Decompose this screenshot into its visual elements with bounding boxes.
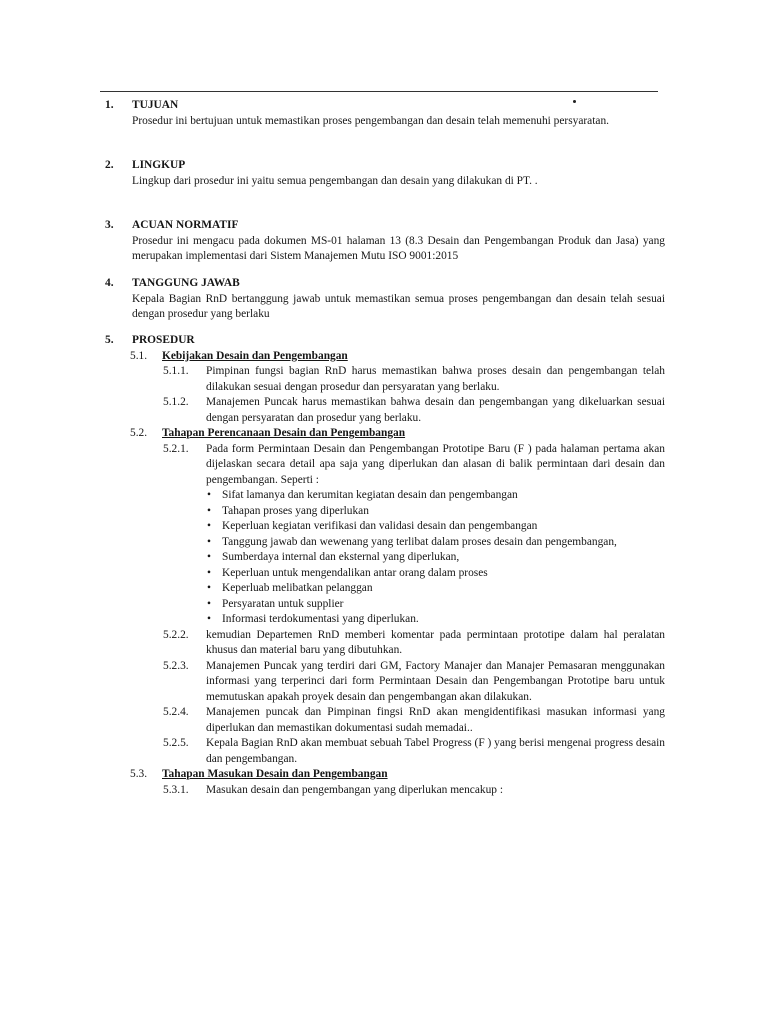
item-text: Kepala Bagian RnD akan membuat sebuah Tabel Progress (F ) yang berisi mengenai progress desain dan pengembangan.	[206, 737, 665, 765]
requirements-bullet-list	[206, 488, 665, 628]
subsection-title: Tahapan Masukan Desain dan Pengembangan	[162, 768, 388, 780]
section-tujuan	[105, 98, 665, 129]
bullet-item: • Sifat lamanya dan kerumitan kegiatan desain dan pengembangan	[206, 488, 665, 504]
subsection-5-2	[130, 426, 665, 442]
section-number: 2.	[105, 159, 114, 171]
item-text: kemudian Departemen RnD memberi komentar pada permintaan prototipe dalam hal peralatan khusus dan material baru yang dibutuhkan.	[206, 628, 665, 656]
bullet-item: • Tahapan proses yang diperlukan	[206, 504, 665, 520]
item-number: 5.1.1.	[163, 365, 189, 377]
section-title: LINGKUP	[132, 159, 186, 171]
item-5-2-4	[163, 705, 665, 736]
subsection-title: Kebijakan Desain dan Pengembangan	[162, 349, 348, 362]
bullet-item: • Keperluab melibatkan pelanggan	[206, 581, 665, 597]
section-number: 1.	[105, 99, 114, 111]
section-body: Kepala Bagian RnD bertanggung jawab untuk memastikan semua proses pengembangan dan desain telah sesuai dengan prosedur yang berlaku	[132, 292, 665, 320]
subsection-number: 5.3.	[130, 768, 148, 780]
section-title: PROSEDUR	[132, 334, 195, 346]
item-text: Manajemen Puncak yang terdiri dari GM, Factory Manajer dan Manajer Pemasaran menggunakan informasi yang terperinci dari form Permintaan Desain dan Pengembangan Prototipe baru untuk memutuskan apakah proyek desain dan pengembangan akan dilakukan.	[206, 659, 665, 703]
item-number: 5.2.5.	[163, 737, 189, 749]
item-text: Manajemen Puncak harus memastikan bahwa desain dan pengembangan yang dikeluarkan sesuai dengan persyaratan dan prosedur yang berlaku.	[206, 396, 665, 424]
subsection-5-1	[130, 349, 665, 365]
bullet-item: • Tanggung jawab dan wewenang yang terlibat dalam proses desain dan pengembangan,	[206, 535, 665, 551]
item-5-2-3	[163, 659, 665, 706]
header-rule	[100, 91, 658, 92]
section-prosedur	[105, 333, 665, 798]
item-5-1-2	[163, 395, 665, 426]
item-5-1-1	[163, 364, 665, 395]
section-number: 3.	[105, 219, 114, 231]
item-text: Pada form Permintaan Desain dan Pengembangan Prototipe Baru (F ) pada halaman pertama akan dijelaskan secara detail apa saja yang diperlukan dan alasan di balik permintaan dari desain dan pengembangan. Seperti :	[206, 442, 665, 486]
section-title: TANGGUNG JAWAB	[132, 277, 240, 289]
section-number: 5.	[105, 334, 114, 346]
bullet-item: • Keperluan untuk mengendalikan antar orang dalam proses	[206, 566, 665, 582]
item-text: Pimpinan fungsi bagian RnD harus memastikan bahwa proses desain dan pengembangan telah dilakukan sesuai dengan prosedur dan persyaratan yang berlaku.	[206, 365, 665, 393]
item-text: Masukan desain dan pengembangan yang diperlukan mencakup :	[206, 783, 504, 796]
item-5-3-1	[163, 783, 665, 799]
item-number: 5.2.4.	[163, 706, 189, 718]
subsection-number: 5.1.	[130, 349, 148, 362]
item-5-2-2	[163, 628, 665, 659]
item-number: 5.2.3.	[163, 659, 189, 672]
item-number: 5.3.1.	[163, 783, 189, 796]
section-tanggung-jawab	[105, 276, 665, 323]
item-5-2-5	[163, 736, 665, 767]
section-body: Prosedur ini bertujuan untuk memastikan proses pengembangan dan desain telah memenuhi persyaratan.	[132, 114, 610, 127]
subsection-5-3	[130, 767, 665, 783]
section-body: Prosedur ini mengacu pada dokumen MS-01 halaman 13 (8.3 Desain dan Pengembangan Produk dan Jasa) yang merupakan implementasi dari Sistem Manajemen Mutu ISO 9001:2015	[132, 234, 665, 262]
item-number: 5.2.2.	[163, 628, 189, 641]
bullet-item: • Keperluan kegiatan verifikasi dan validasi desain dan pengembangan	[206, 519, 665, 535]
subsection-number: 5.2.	[130, 427, 148, 439]
item-text: Manajemen puncak dan Pimpinan fingsi RnD akan mengidentifikasi masukan informasi yang diperlukan dan memastikan dokumentasi sudah memadai..	[206, 706, 665, 734]
section-lingkup	[105, 158, 665, 189]
section-title: TUJUAN	[132, 99, 179, 111]
item-number: 5.1.2.	[163, 396, 189, 408]
item-5-2-1	[163, 442, 665, 489]
section-acuan-normatif	[105, 218, 665, 265]
item-number: 5.2.1.	[163, 442, 189, 455]
subsection-title: Tahapan Perencanaan Desain dan Pengembangan	[162, 427, 406, 439]
bullet-item: • Sumberdaya internal dan eksternal yang diperlukan,	[206, 550, 665, 566]
section-body: Lingkup dari prosedur ini yaitu semua pengembangan dan desain yang dilakukan di PT. .	[132, 174, 538, 187]
bullet-item: • Informasi terdokumentasi yang diperlukan.	[206, 612, 665, 628]
bullet-item: • Persyaratan untuk supplier	[206, 597, 665, 613]
section-title: ACUAN NORMATIF	[132, 219, 239, 231]
section-number: 4.	[105, 277, 114, 289]
